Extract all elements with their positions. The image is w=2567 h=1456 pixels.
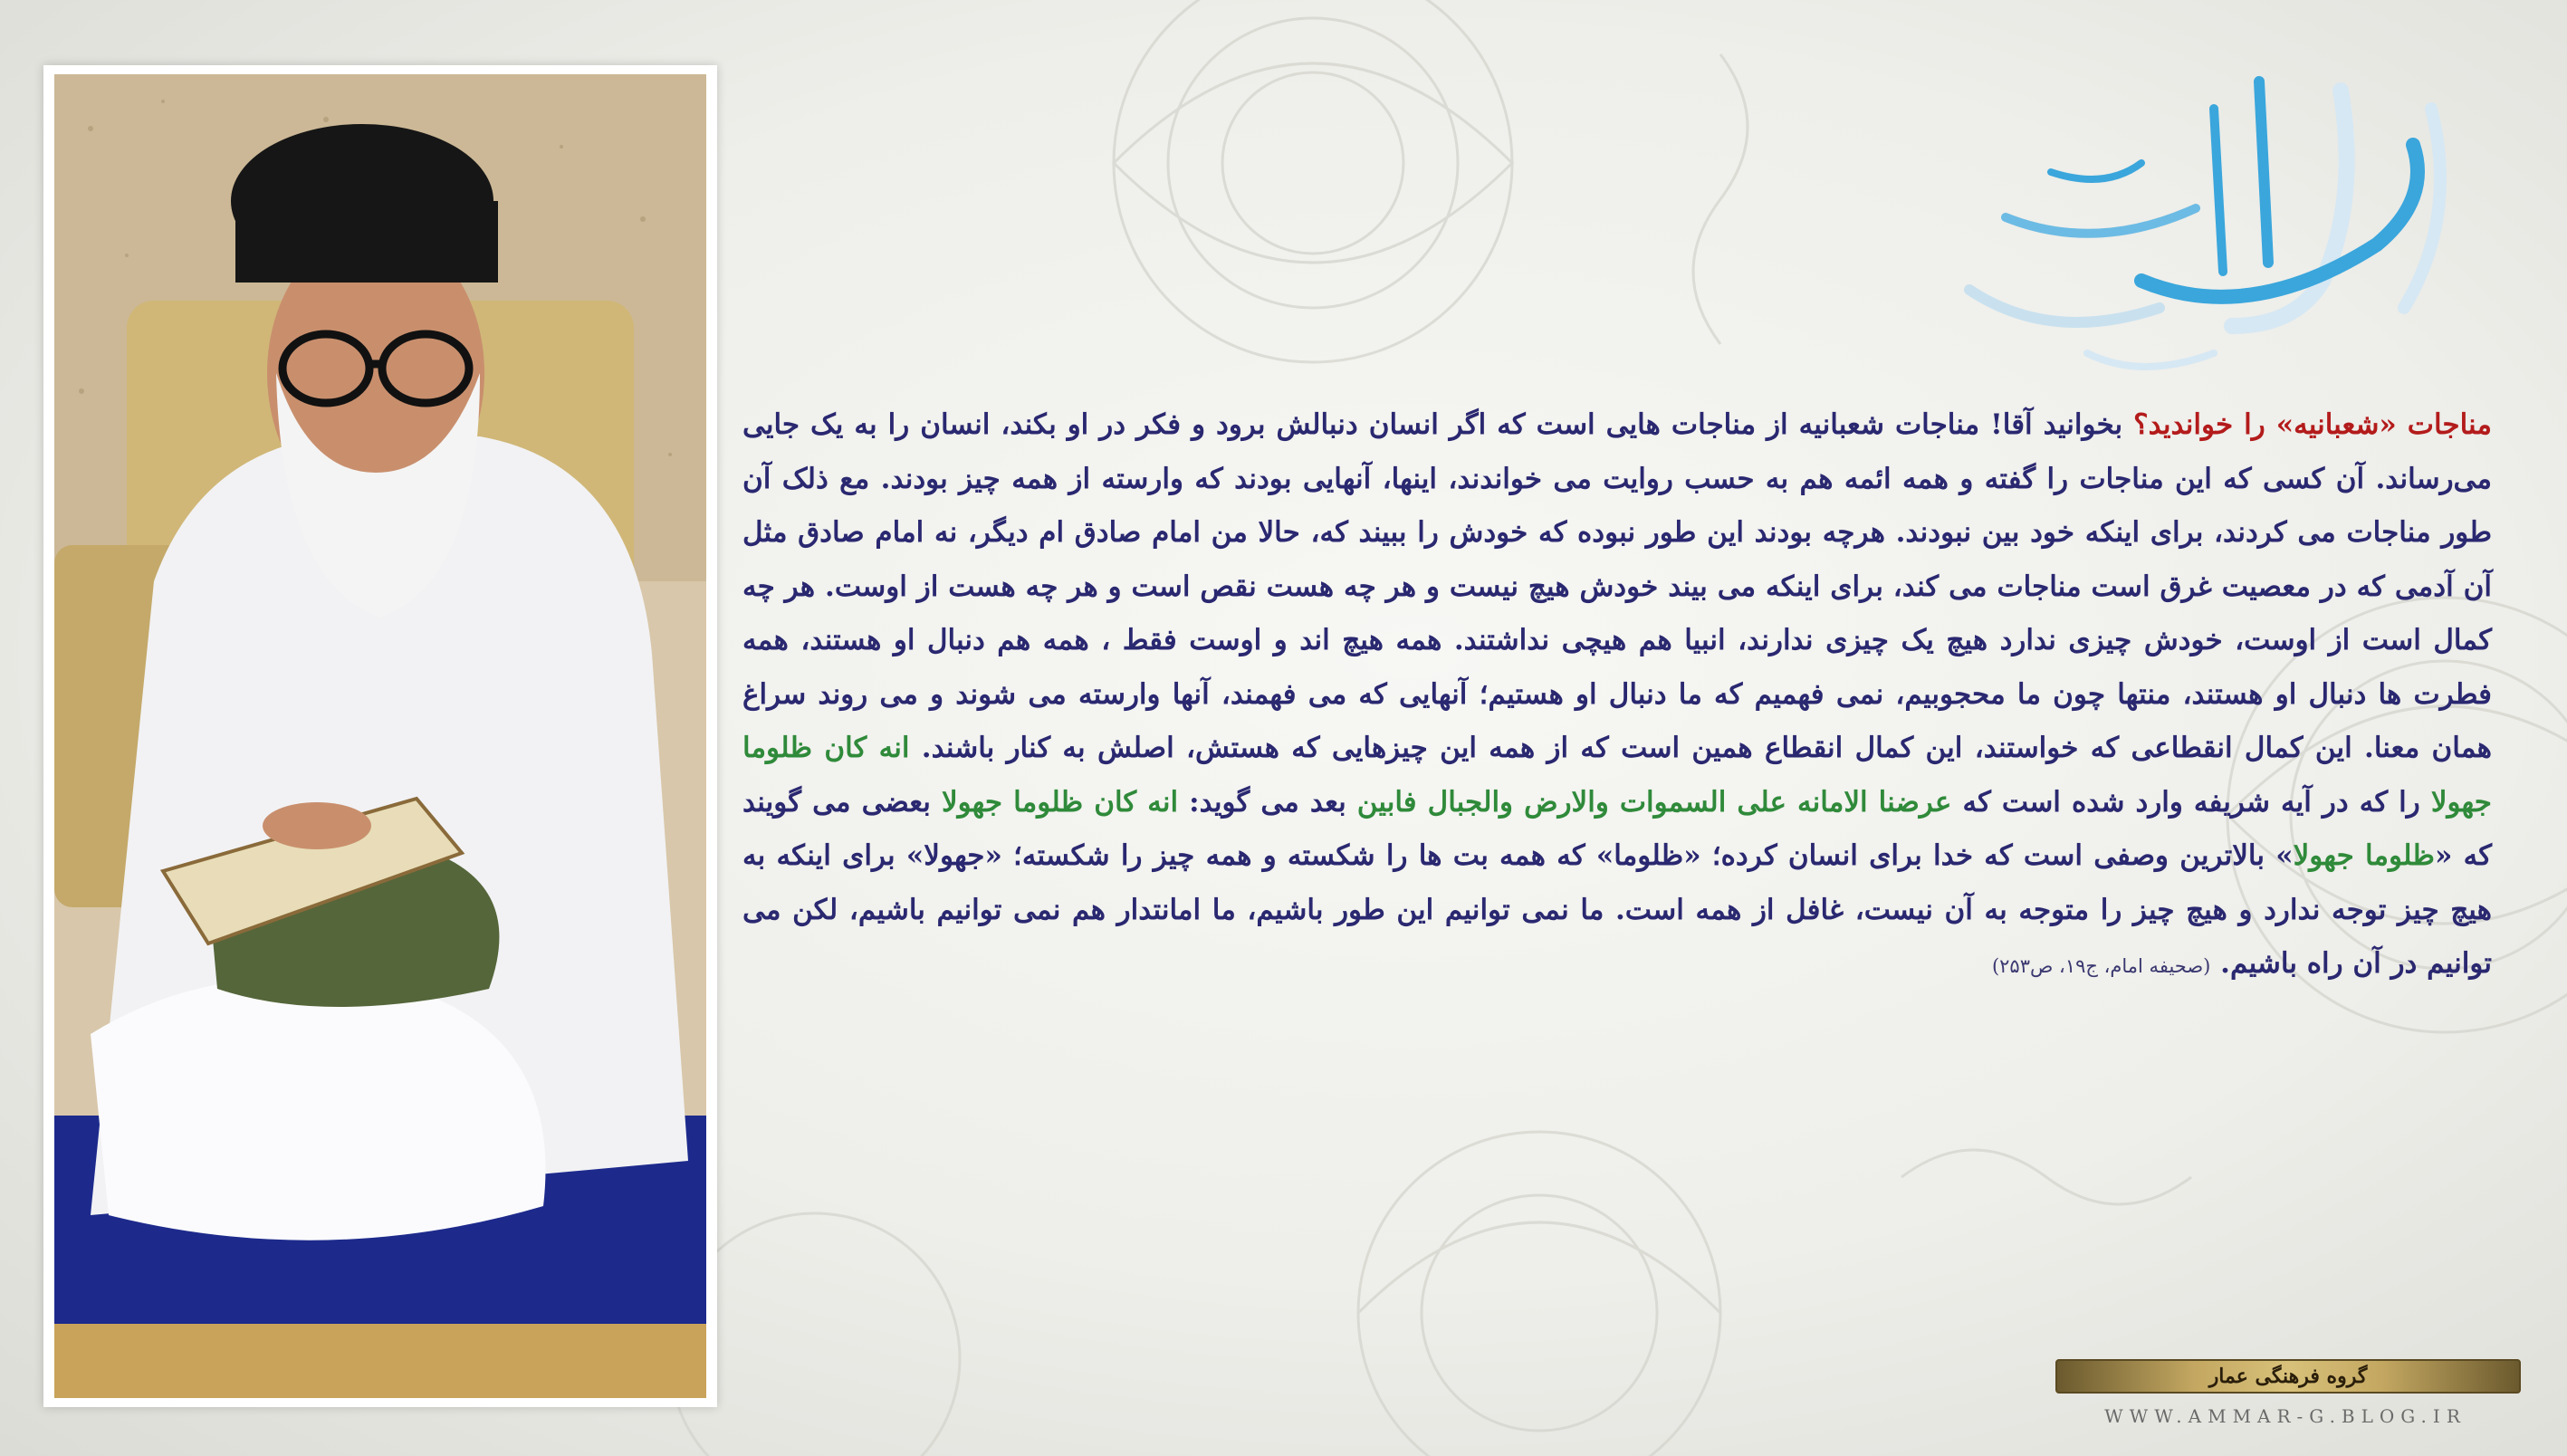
verse-green-3: انه کان ظلوما جهولا — [941, 785, 1179, 819]
quote-line1-text: بخوانید آقا! مناجات شعبانیه از مناجات هایی است که اگر انسان دنبالش برود و فکر در او بکند، — [1001, 408, 2134, 441]
calligraphy-icon — [1870, 54, 2540, 389]
verse-text-1: را که در آیه شریفه وارد شده است که — [1951, 785, 2431, 819]
verse-text-4: » بالاترین وصفی است که خدا برای انسان کرده؛ «ظلوما» که همه بت ها را شکسته و همه چیز را شکسته؛ «جهولا» برای اینکه به هیچ چیز توجه ندارد و هیچ چیز را متوجه به آن نیست، غافل از همه است. ما نمی توانیم این طور باشیم، ما امانتدار هم نمی توانیم باشیم، لکن می توانیم در آن راه باشیم. — [742, 839, 2492, 980]
verse-text-3: بعضی می گویند که « — [742, 785, 2492, 872]
quote-text — [742, 398, 2492, 1240]
brand-banner — [2055, 1359, 2521, 1394]
photo-frame — [43, 65, 717, 1407]
quote-body-text: انسان را به یک جایی می‌رساند. آن کسی که این مناجات را گفته و همه ائمه هم به حسب روایت می خواندند، اینها، آنهایی بودند که وارسته از همه چیز بودند. مع ذلک آن طور مناجات می کردند، برای اینکه خود بین نبودند. هرچه بودند این طور نبوده که خودش را ببیند که، حالا من امام صادق ام دیگر، نه امام صادق مثل آن آدمی که در معصیت غرق است مناجات می کند، برای اینکه می بیند خودش هیچ نیست و هر چه هست نقص است و هر چه هست از اوست. هر چه کمال است از اوست، خودش چیزی ندارد هیچ یک چیزی ندارند، انبیا هم هیچی نداشتند. همه هیچ اند و اوست فقط ، همه هم دنبال او هستند، همه فطرت ها دنبال او هستند، منتها چون ما محجوبیم، نمی فهمیم که ما دنبال او هستیم؛ آنهایی که می فهمند، آنها وارسته می شوند و می روند سراغ همان معنا. این کمال انقطاعی که خواستند، این کمال انقطاع همین است که از همه این چیزهایی که هستش، اصلش به کنار باشند. — [742, 408, 2492, 764]
calligraphy-logo — [1870, 54, 2540, 389]
brand-name: گروه فرهنگی عمار — [2208, 1365, 2368, 1388]
verse-text-2: بعد می گوید: — [1189, 785, 1357, 819]
quote-title-red: مناجات «شعبانیه» را خواندید؟ — [2133, 408, 2492, 441]
quote-source: (صحیفه امام، ج۱۹، ص۲۵۳) — [1991, 955, 2211, 977]
portrait-illustration — [54, 74, 706, 1398]
verse-green-4: ظلوما جهولا — [2293, 839, 2435, 872]
quote-paragraph — [742, 398, 2492, 994]
verse-green-2: عرضنا الامانه علی السموات والارض والجبال فابین — [1356, 785, 1952, 819]
verse-green-1: انه کان ظلوما جهولا — [742, 732, 2492, 819]
footer-brand — [2055, 1354, 2517, 1399]
footer-url[interactable]: WWW.AMMAR-G.BLOG.IR — [2104, 1405, 2466, 1427]
portrait-photo — [54, 74, 706, 1398]
